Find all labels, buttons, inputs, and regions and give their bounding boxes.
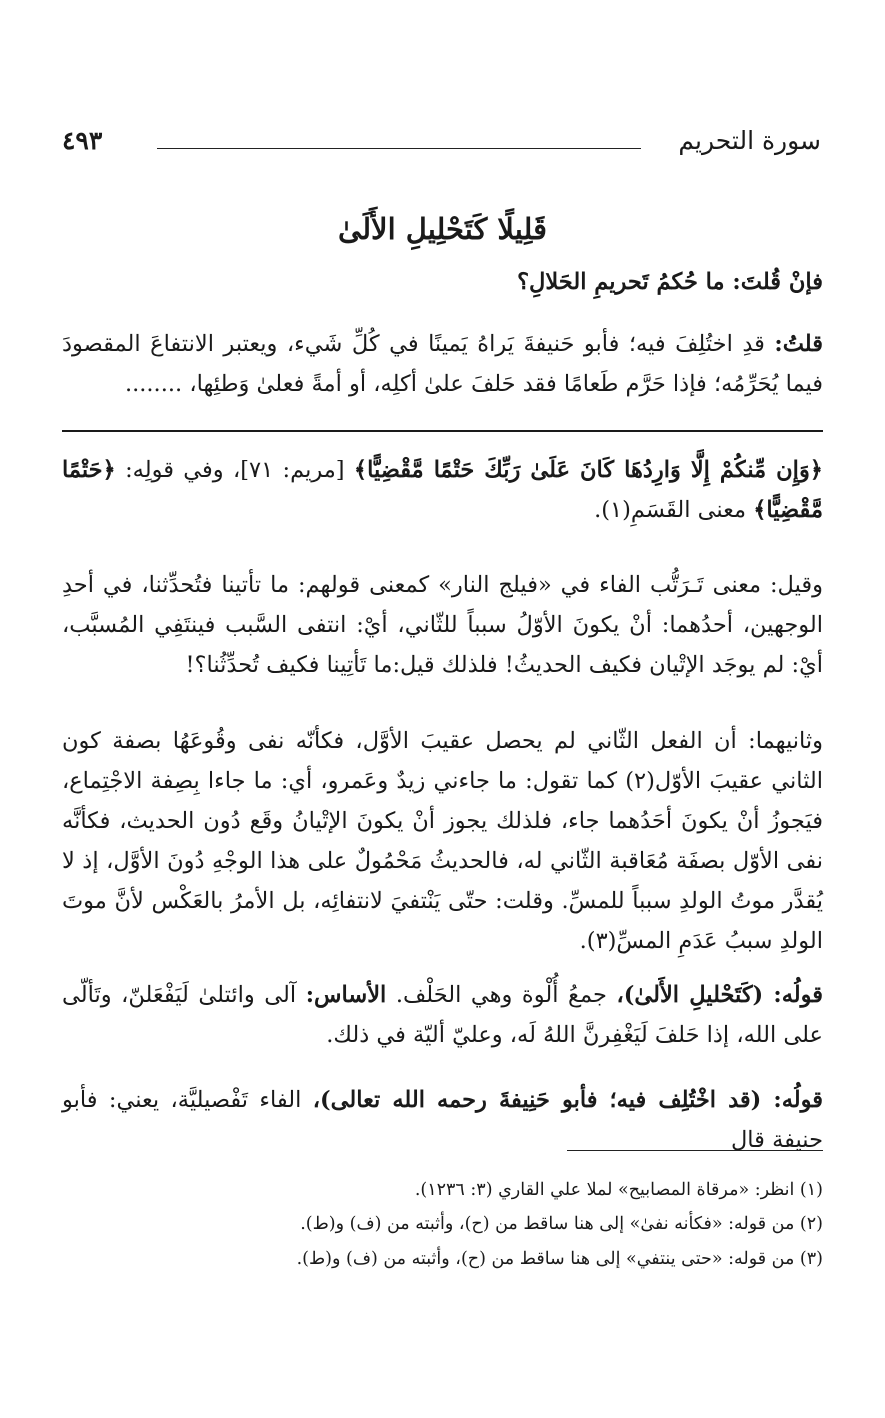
ayah-reference: [مريم: ٧١]، وفي قولِه: [125, 457, 345, 483]
paragraph-ending: معنى القَسَمِ(١). [594, 497, 747, 523]
answer-label: قلتُ: [774, 331, 824, 357]
source-label: الأساس: [305, 982, 387, 1008]
page-number: ٤٩٣ [62, 126, 103, 155]
answer-text: قدِ اختُلِفَ فيه؛ فأبو حَنيفةَ يَراهُ يَمينًا في كُلِّ شَيء، ويعتبر الانتفاعَ المقصودَ فيما يُحَرِّمُه؛ فإذا حَرَّم طَعامًا فقد حَلفَ علىٰ أكلِه، أو أمةً فعلىٰ وَطئِها، ........ [62, 331, 823, 397]
header-rule [157, 148, 641, 149]
main-answer [62, 324, 823, 404]
commentary-paragraph-3: وثانيهما: أن الفعل الثّاني لم يحصل عقيبَ الأوَّل، فكأنّه نفى وقُوعَهُا بصفة كون الثاني عقيبَ الأوّل(٢) كما تقول: ما جاءني زيدٌ وعَمرو، أي: ما جاءا بِصِفة الاجْتِماع، فيَجوزُ أنْ يكونَ أحَدُهما جاء، فلذلك يجوز أنْ يكونَ الإتْيانُ وقَع دُون الحديث، فكأنَّه نفى الأوّل بصفَة مُعَاقبة الثّاني له، فالحديثُ مَحْمُولٌ على هذا الوجْهِ دُونَ الأوَّل، إذ لا يُقدَّر موتُ الولدِ سبباً للمسِّ. وقلت: حتّى يَنْتفيَ لانتفائِه، بل الأمرُ بالعَكْس لأنَّ موتَ الولدِ سببُ عَدَمِ المسِّ(٣). [62, 728, 823, 954]
running-header [62, 126, 821, 166]
commentary-paragraph-1 [62, 450, 823, 530]
paragraph-text: جمعُ أُلْوة وهي الحَلْف. [395, 982, 607, 1008]
surah-name: سورة التحريم [678, 126, 821, 155]
footnote-2: (٢) من قوله: «فكأنه نفىٰ» إلى هنا ساقط من (ح)، وأثبته من (ف) و(ط). [300, 1214, 823, 1234]
footnote-1: (١) انظر: «مرقاة المصابيح» لملا علي القاري (٣: ١٢٣٦). [414, 1180, 823, 1200]
footnote-separator [567, 1150, 823, 1151]
commentary-paragraph-5 [62, 1080, 823, 1160]
paragraph-text: آلى وائتلىٰ لَيَفْعَلنّ، وتَألّى على الله، إذا حَلفَ لَيَغْفِرنَّ اللهُ لَه، وعليّ أليّة في ذلك. [62, 982, 823, 1048]
quran-ayah: ﴿وَإِن مِّنكُمْ إِلَّا وَارِدُهَا كَانَ عَلَىٰ رَبِّكَ حَتْمًا مَّقْضِيًّا﴾ [353, 457, 823, 483]
section-divider [62, 430, 823, 432]
main-question: فإنْ قُلتَ: ما حُكمُ تَحريمِ الحَلالِ؟ [517, 269, 823, 295]
commentary-paragraph-4 [62, 975, 823, 1055]
paragraph-text: الفاء تَفْصيليَّة، يعني: فأبو حنيفة قال [62, 1087, 823, 1153]
quoted-phrase: قولُه: (قد اخْتُلِف فيه؛ فأبو حَنِيفةَ رحمه الله تعالى)، [312, 1087, 824, 1113]
commentary-paragraph-2: وقيل: معنى تَـرَتُّب الفاء في «فيلج النار» كمعنى قولهم: ما تأتينا فتُحدِّثنا، في أحدِ الوجهين، أحدُهما: أنْ يكونَ الأوّلُ سبباً للثّاني، أيْ: انتفى السَّبب فينتَفِي المُسبَّب، أيْ: لم يوجَد الإتْيان فكيف الحديثُ! فلذلك قيل:ما تَأتِينا فكيف تُحدِّثُنا؟! [62, 572, 823, 678]
quoted-phrase: قولُه: (كَتَحْليلِ الأَلىٰ)، [616, 982, 824, 1008]
quran-ayah-excerpt: ﴿حَتْمًا مَّقْضِيًّا﴾ [62, 457, 823, 523]
verse-heading: قَلِيلًا كَتَحْلِيلِ الأَلَىٰ [338, 212, 547, 246]
footnote-3: (٣) من قوله: «حتى ينتفي» إلى هنا ساقط من (ح)، وأثبته من (ف) و(ط). [296, 1249, 823, 1269]
